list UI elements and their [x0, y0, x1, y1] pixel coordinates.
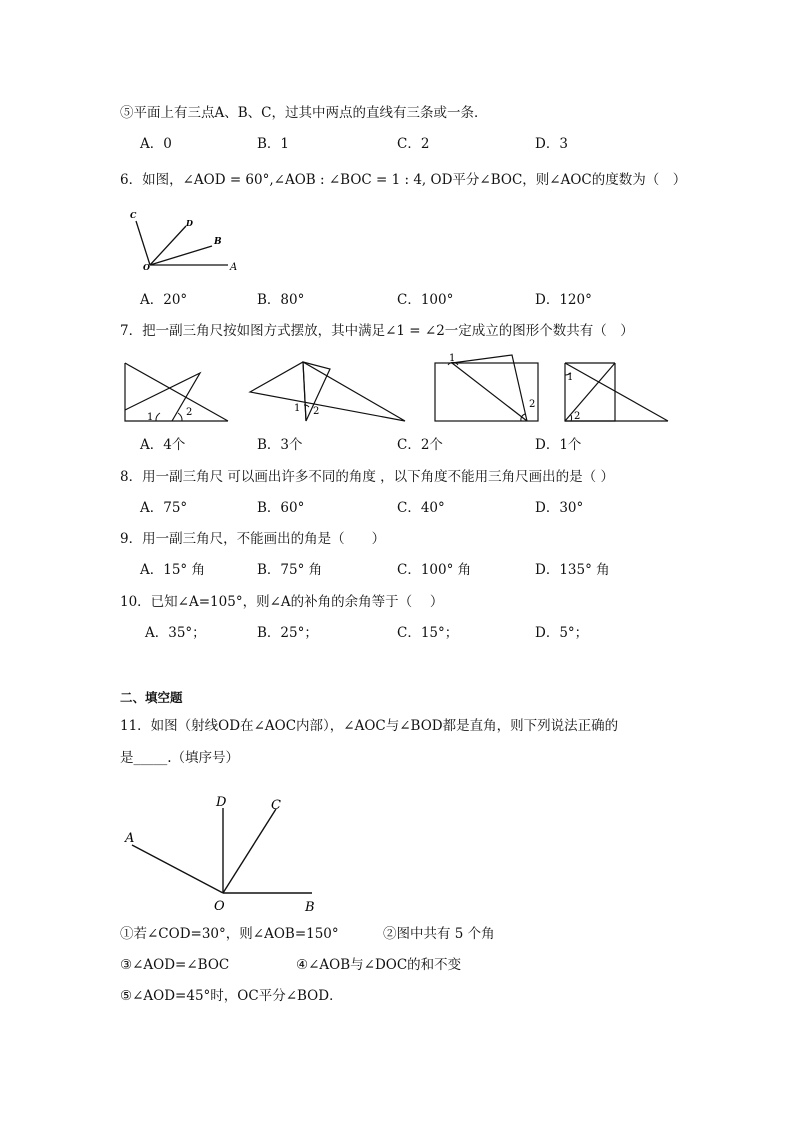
q11-statement-2: ②图中共有 5 个角	[383, 926, 495, 942]
ray-oc	[136, 221, 150, 265]
label-b: B	[214, 237, 222, 247]
q5-option-c: C．2	[397, 136, 430, 152]
label-o: O	[143, 262, 150, 272]
q10-stem: 10．已知∠A=105°，则∠A的补角的余角等于（ ）	[120, 594, 444, 610]
label-c: C	[271, 798, 281, 813]
q6-option-b: B．80°	[257, 292, 305, 308]
q7-option-d: D．1个	[535, 437, 582, 453]
q9-option-a: A．15° 角	[140, 562, 205, 578]
angle-1: 1	[567, 372, 574, 383]
q11-figure	[120, 790, 330, 915]
q8-option-b: B．60°	[257, 500, 305, 516]
q7-figure-2	[245, 355, 410, 425]
q6-option-c: C．100°	[397, 292, 454, 308]
q5-option-a: A．0	[140, 136, 172, 152]
q11-statement-1: ①若∠COD=30°，则∠AOB=150°	[120, 926, 339, 942]
q7-figure-3	[432, 350, 542, 425]
ray-oc	[223, 809, 276, 893]
label-c: C	[130, 210, 137, 220]
q9-stem: 9．用一副三角尺，不能画出的角是（ ）	[120, 531, 386, 547]
q9-option-d: D．135° 角	[535, 562, 610, 578]
angle-2: 2	[313, 406, 320, 417]
q9-option-b: B．75° 角	[257, 562, 323, 578]
ray-oa	[132, 845, 223, 893]
label-o: O	[214, 899, 225, 914]
section-title: 二、填空题	[120, 690, 183, 705]
q9-option-c: C．100° 角	[397, 562, 472, 578]
label-b: B	[305, 900, 315, 915]
q5-option-d: D．3	[535, 136, 568, 152]
q6-figure	[120, 205, 260, 280]
q7-option-a: A．4个	[140, 437, 186, 453]
angle-1: 1	[147, 412, 154, 423]
q11-statement-4: ④∠AOB与∠DOC的和不变	[296, 957, 462, 973]
q6-option-d: D．120°	[535, 292, 592, 308]
label-a: A	[230, 262, 238, 273]
q10-option-b: B．25°；	[257, 625, 318, 641]
q7-option-b: B．3个	[257, 437, 303, 453]
angle-2: 2	[529, 399, 536, 410]
q11-stem-line2: 是_____.（填序号）	[120, 750, 240, 766]
label-d: D	[216, 795, 227, 810]
q10-option-c: C．15°；	[397, 625, 459, 641]
q10-option-d: D．5°；	[535, 625, 589, 641]
label-d: D	[186, 218, 193, 228]
label-a: A	[125, 831, 135, 846]
angle-1: 1	[294, 403, 301, 414]
q7-option-c: C．2个	[397, 437, 443, 453]
q8-option-a: A．75°	[140, 500, 188, 516]
q7-figure-4	[560, 357, 675, 425]
q8-option-d: D．30°	[535, 500, 584, 516]
q5-statement-5: ⑤平面上有三点A、B、C，过其中两点的直线有三条或一条．	[120, 105, 488, 121]
q11-statement-5: ⑤∠AOD=45°时，OC平分∠BOD．	[120, 988, 343, 1004]
q6-stem: 6．如图，∠AOD = 60°,∠AOB : ∠BOC = 1 : 4, OD平分∠BOC，则∠AOC的度数为（ ）	[120, 172, 687, 188]
q8-stem: 8．用一副三角尺 可以画出许多不同的角度 ，以下角度不能用三角尺画出的是（ ）	[120, 469, 614, 485]
q7-stem: 7．把一副三角尺按如图方式摆放，其中满足∠1 = ∠2一定成立的图形个数共有（ ）	[120, 323, 634, 339]
angle-2: 2	[186, 407, 193, 418]
q11-statement-3: ③∠AOD=∠BOC	[120, 957, 230, 973]
q6-option-a: A．20°	[140, 292, 188, 308]
q5-option-b: B．1	[257, 136, 290, 152]
q7-figure-1	[120, 355, 235, 425]
q10-option-a: A．35°；	[145, 625, 206, 641]
q11-stem-line1: 11．如图（射线OD在∠AOC内部），∠AOC与∠BOD都是直角，则下列说法正确的	[120, 718, 619, 734]
angle-2: 2	[574, 411, 581, 422]
q8-option-c: C．40°	[397, 500, 445, 516]
angle-1: 1	[449, 353, 456, 364]
